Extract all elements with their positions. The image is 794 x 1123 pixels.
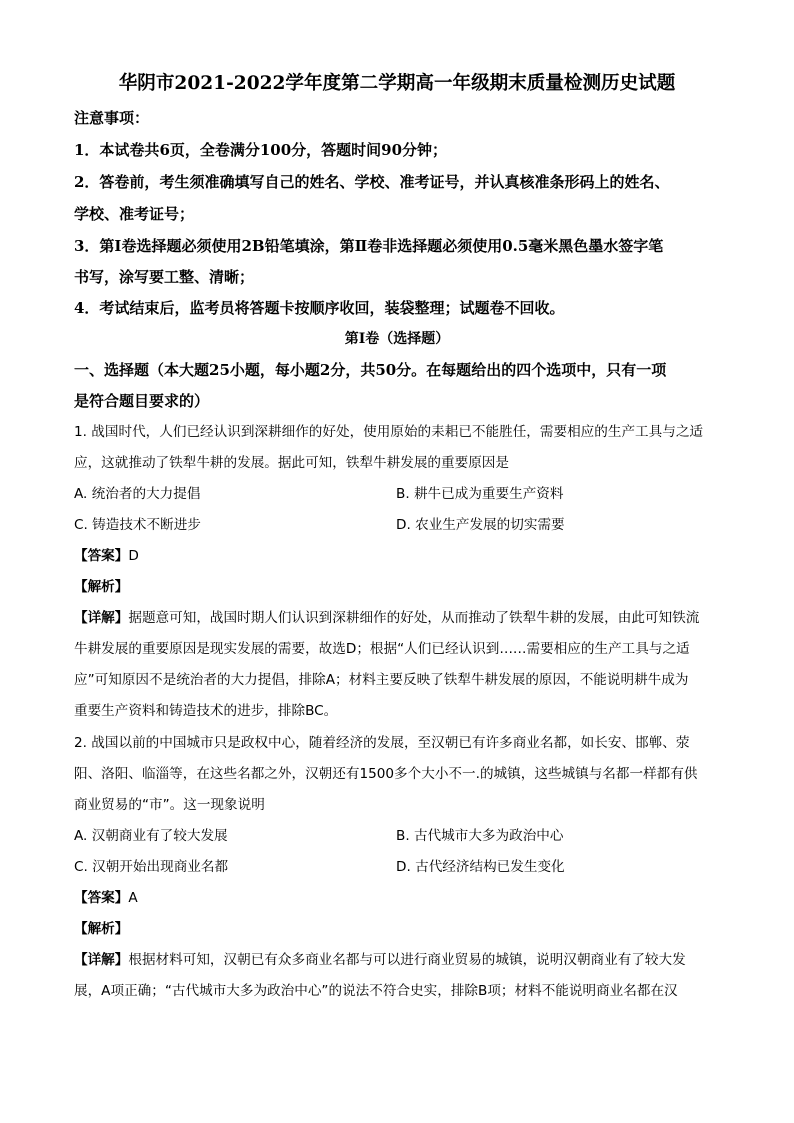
q2-option-a: A. 汉朝商业有了较大发展 — [74, 828, 228, 844]
q2-stem-2: 阳、洛阳、临淄等，在这些名都之外，汉朝还有1500多个大小不一.的城镇，这些城镇与名都一样都有供 — [74, 766, 698, 782]
q2-analysis-label: 【解析】 — [74, 921, 129, 937]
q1-detail-label: 【详解】 — [74, 610, 129, 626]
q1-stem-2: 应，这就推动了铁犁牛耕的发展。据此可知，铁犁牛耕发展的重要原因是 — [74, 455, 509, 471]
q2-detail-2: 展，A项正确；“古代城市大多为政治中心”的说法不符合史实，排除B项；材料不能说明商业名都在汉 — [74, 983, 678, 999]
q2-option-c: C. 汉朝开始出现商业名都 — [74, 859, 229, 875]
notice-item-3: 3．第Ⅰ卷选择题必须使用2B铅笔填涂，第Ⅱ卷非选择题必须使用0.5毫米黑色墨水签字笔 — [74, 237, 664, 255]
q1-analysis-label: 【解析】 — [74, 579, 129, 595]
notice-item-3-cont: 书写，涂写要工整、清晰； — [74, 268, 255, 286]
q1-option-a: A. 统治者的大力提倡 — [74, 486, 201, 502]
q1-detail-text-1: 据题意可知，战国时期人们认识到深耕细作的好处，从而推动了铁犁牛耕的发展，由此可知铁流 — [128, 610, 700, 626]
q1-detail-3: 应”可知原因不是统治者的大力提倡，排除A；材料主要反映了铁犁牛耕发展的原因，不能说明耕牛成为 — [74, 672, 689, 688]
q2-answer-value: A — [128, 890, 138, 906]
q2-option-d: D. 古代经济结构已发生变化 — [396, 859, 565, 875]
section-instruction-2: 是符合题目要求的） — [74, 392, 210, 410]
q1-option-c: C. 铸造技术不断进步 — [74, 517, 201, 533]
q2-detail-label: 【详解】 — [74, 952, 129, 968]
notice-item-4: 4．考试结束后，监考员将答题卡按顺序收回，装袋整理；试题卷不回收。 — [74, 299, 565, 317]
q1-detail-4: 重要生产资料和铸造技术的进步，排除BC。 — [74, 703, 338, 719]
q2-detail-text-1: 根据材料可知，汉朝已有众多商业名都与可以进行商业贸易的城镇，说明汉朝商业有了较大发 — [128, 952, 686, 968]
q2-detail-1 — [74, 950, 686, 970]
notice-item-2-cont: 学校、准考证号； — [74, 205, 195, 223]
q1-answer-value: D — [128, 548, 139, 564]
q1-detail-2: 牛耕发展的重要原因是现实发展的需要，故选D；根据“人们已经认识到……需要相应的生产工具与之适 — [74, 641, 690, 657]
q2-stem-3: 商业贸易的“市”。这一现象说明 — [74, 797, 265, 813]
q2-stem-1: 2. 战国以前的中国城市只是政权中心，随着经济的发展，至汉朝已有许多商业名都，如长安、邯郸、荥 — [74, 735, 690, 751]
notice-heading: 注意事项： — [74, 109, 150, 127]
q1-answer — [74, 546, 139, 566]
q2-answer-label: 【答案】 — [74, 890, 129, 906]
q2-answer — [74, 888, 138, 908]
section-instruction-1: 一、选择题（本大题25小题，每小题2分，共50分。在每题给出的四个选项中，只有一项 — [74, 361, 667, 379]
notice-item-1: 1．本试卷共6页，全卷满分100分，答题时间90分钟； — [74, 141, 448, 159]
section-title: 第Ⅰ卷（选择题） — [344, 331, 450, 347]
q1-option-b: B. 耕牛已成为重要生产资料 — [396, 486, 564, 502]
q2-option-b: B. 古代城市大多为政治中心 — [396, 828, 564, 844]
q1-option-d: D. 农业生产发展的切实需要 — [396, 517, 565, 533]
notice-item-2: 2．答卷前，考生须准确填写自己的姓名、学校、准考证号，并认真核准条形码上的姓名、 — [74, 173, 670, 191]
q1-stem-1: 1. 战国时代，人们已经认识到深耕细作的好处，使用原始的耒耜已不能胜任，需要相应的生产工具与之适 — [74, 424, 704, 440]
q1-detail-1 — [74, 608, 699, 628]
q1-answer-label: 【答案】 — [74, 548, 129, 564]
exam-title: 华阴市2021-2022学年度第二学期高一年级期末质量检测历史试题 — [118, 73, 676, 94]
